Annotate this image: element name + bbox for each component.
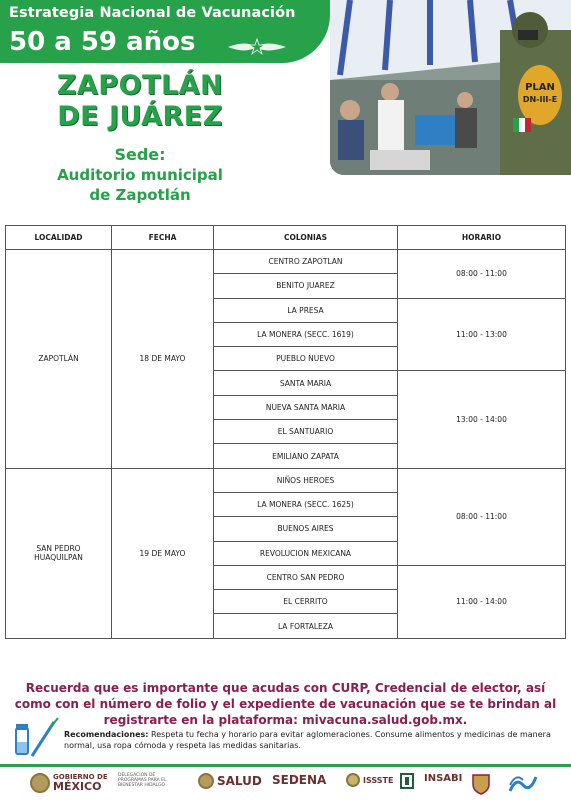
hidalgo-shield-logo <box>470 773 492 795</box>
header <box>0 0 571 204</box>
title-line: ZAPOTLÁN <box>56 70 224 101</box>
title-line: DE JUÁREZ <box>57 101 223 132</box>
gobierno-line2: MÉXICO <box>53 780 102 793</box>
gobierno-line1: GOBIERNO DE <box>53 773 108 781</box>
shield-icon <box>470 773 492 795</box>
colonia-cell: NUEVA SANTA MARIA <box>214 395 398 419</box>
reminder-text: Recuerda que es importante que acudas con CURP, Credencial de elector, así como con el número de folio y el expediente de vacunación que se te brindan al registrarte en la plataforma: mivacuna.salud.gob.mx. <box>14 681 557 727</box>
colonia-cell: PUEBLO NUEVO <box>214 347 398 371</box>
colonia-cell: BUENOS AIRES <box>214 517 398 541</box>
column-header: HORARIO <box>398 226 566 250</box>
colonia-cell: EMILIANO ZAPATA <box>214 444 398 468</box>
strategy-title: Estrategia Nacional de Vacunación <box>9 5 296 21</box>
localidad-cell: ZAPOTLÁN <box>6 250 112 469</box>
colonia-cell: LA MONERA (SECC. 1619) <box>214 322 398 346</box>
salud-text: SALUD <box>217 774 262 788</box>
table-row <box>6 250 566 274</box>
horario-cell: 13:00 - 14:00 <box>398 371 566 468</box>
column-header: LOCALIDAD <box>6 226 112 250</box>
fecha-cell: 18 DE MAYO <box>112 250 214 469</box>
gobierno-logo <box>30 773 108 793</box>
insabi-text: INSABI <box>424 773 463 784</box>
colonia-cell: NIÑOS HEROES <box>214 468 398 492</box>
venue-line: Auditorio municipal <box>57 166 223 184</box>
footer-logos <box>0 764 571 800</box>
vaccination-photo <box>330 0 571 175</box>
horario-cell: 08:00 - 11:00 <box>398 250 566 299</box>
star-emblem-icon <box>226 36 288 58</box>
fecha-cell: 19 DE MAYO <box>112 468 214 638</box>
hidalgo-health-logo <box>508 773 538 795</box>
sedena-text: SEDENA <box>272 773 327 787</box>
table-header-row <box>6 226 566 250</box>
imss-icon <box>400 773 414 789</box>
colonia-cell: LA PRESA <box>214 298 398 322</box>
svg-text:PLAN: PLAN <box>525 82 555 93</box>
recommendations <box>64 729 564 751</box>
colonia-cell: LA FORTALEZA <box>214 614 398 638</box>
schedule-table <box>5 225 566 639</box>
age-range: 50 a 59 años <box>9 27 196 57</box>
seal-icon <box>346 773 360 787</box>
colonia-cell: EL CERRITO <box>214 590 398 614</box>
recommendations-label: Recomendaciones: <box>64 730 149 739</box>
salud-logo <box>198 773 262 789</box>
delegacion-logo <box>118 773 182 788</box>
header-green-band <box>0 0 330 63</box>
issste-logo <box>346 773 393 787</box>
table-row <box>6 468 566 492</box>
seal-icon <box>30 773 50 793</box>
column-header: COLONIAS <box>214 226 398 250</box>
colonia-cell: EL SANTUARIO <box>214 420 398 444</box>
colonia-cell: LA MONERA (SECC. 1625) <box>214 492 398 516</box>
colonia-cell: REVOLUCION MEXICANA <box>214 541 398 565</box>
seal-icon <box>198 773 214 789</box>
colonia-cell: CENTRO SAN PEDRO <box>214 565 398 589</box>
page-title <box>20 70 260 132</box>
colonia-cell: BENITO JUAREZ <box>214 274 398 298</box>
venue-name <box>20 165 260 205</box>
sedena-logo <box>272 773 326 787</box>
column-header: FECHA <box>112 226 214 250</box>
venue-label: Sede: <box>114 145 166 164</box>
issste-text: ISSSTE <box>363 775 394 785</box>
colonia-cell: SANTA MARIA <box>214 371 398 395</box>
delegacion-text: DELEGACIÓN DE PROGRAMAS PARA EL BIENESTAR HIDALGO <box>118 773 167 788</box>
localidad-cell: SAN PEDRO HUAQUILPAN <box>6 468 112 638</box>
svg-text:DN-III-E: DN-III-E <box>522 95 558 104</box>
horario-cell: 08:00 - 11:00 <box>398 468 566 565</box>
horario-cell: 11:00 - 14:00 <box>398 565 566 638</box>
horario-cell: 11:00 - 13:00 <box>398 298 566 371</box>
waves-icon <box>508 773 538 795</box>
recommendations-text: Respeta tu fecha y horario para evitar aglomeraciones. Consume alimentos y medicinas de manera normal, usa ropa cómoda y respeta las medidas sanitarias. <box>64 730 551 750</box>
insabi-logo <box>424 773 462 784</box>
vaccine-vial-icon <box>10 716 60 760</box>
colonia-cell: CENTRO ZAPOTLAN <box>214 250 398 274</box>
imss-logo <box>400 773 414 789</box>
venue-line: de Zapotlán <box>89 186 191 204</box>
